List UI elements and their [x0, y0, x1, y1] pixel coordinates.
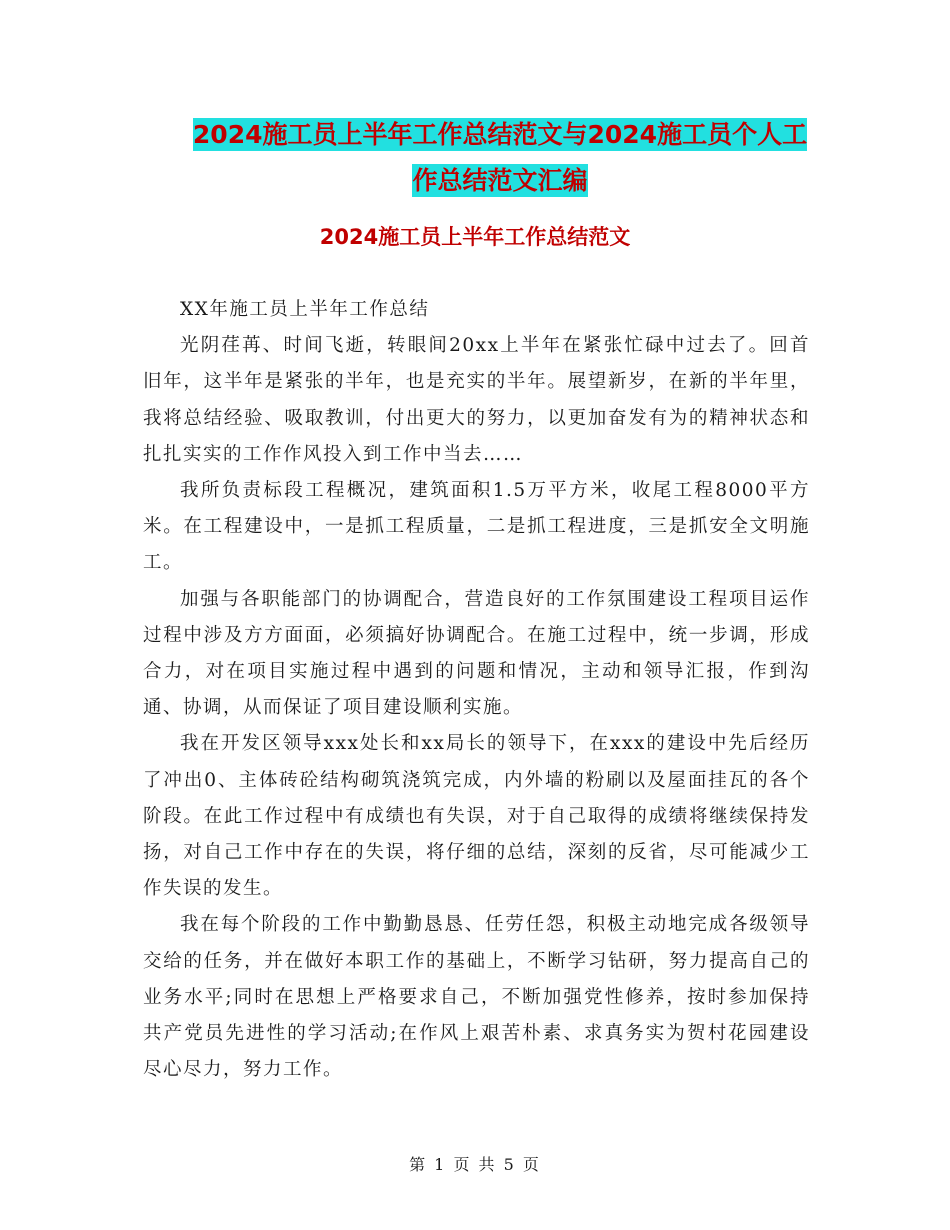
paragraph: 加强与各职能部门的协调配合，营造良好的工作氛围建设工程项目运作过程中涉及方方面面，必须搞好协调配合。在施工过程中，统一步调，形成合力，对在项目实施过程中遇到的问题和情况，主动和领导汇报，作到沟通、协调，从而保证了项目建设顺利实施。 — [143, 588, 810, 719]
document-body — [143, 292, 810, 1088]
paragraph: 我在每个阶段的工作中勤勤恳恳、任劳任怨，积极主动地完成各级领导交给的任务，并在做好本职工作的基础上，不断学习钻研，努力提高自己的业务水平;同时在思想上严格要求自己，不断加强党性修养，按时参加保持共产党员先进性的学习活动;在作风上艰苦朴素、求真务实为贺村花园建设尽心尽力，努力工作。 — [143, 914, 810, 1081]
document-title-line-1: 2024施工员上半年工作总结范文与2024施工员个人工 — [192, 120, 808, 149]
paragraph: 我所负责标段工程概况，建筑面积1.5万平方米，收尾工程8000平方米。在工程建设中，一是抓工程质量，二是抓工程进度，三是抓安全文明施工。 — [143, 480, 810, 574]
paragraph-subtitle: XX年施工员上半年工作总结 — [180, 299, 430, 320]
document-title — [140, 112, 860, 204]
paragraph: 我在开发区领导xxx处长和xx局长的领导下，在xxx的建设中先后经历了冲出0、主体砖砼结构砌筑浇筑完成，内外墙的粉刷以及屋面挂瓦的各个阶段。在此工作过程中有成绩也有失误，对于自己取得的成绩将继续保持发扬，对自己工作中存在的失误，将仔细的总结，深刻的反省，尽可能减少工作失误的发生。 — [143, 733, 810, 900]
section-title: 2024施工员上半年工作总结范文 — [319, 225, 631, 249]
page-footer: 第 1 页 共 5 页 — [409, 1155, 541, 1174]
document-title-line-2: 作总结范文汇编 — [412, 166, 588, 195]
paragraph: 光阴荏苒、时间飞逝，转眼间20xx上半年在紧张忙碌中过去了。回首旧年，这半年是紧张的半年，也是充实的半年。展望新岁，在新的半年里，我将总结经验、吸取教训，付出更大的努力，以更加奋发有为的精神状态和扎扎实实的工作作风投入到工作中当去…… — [143, 335, 810, 465]
